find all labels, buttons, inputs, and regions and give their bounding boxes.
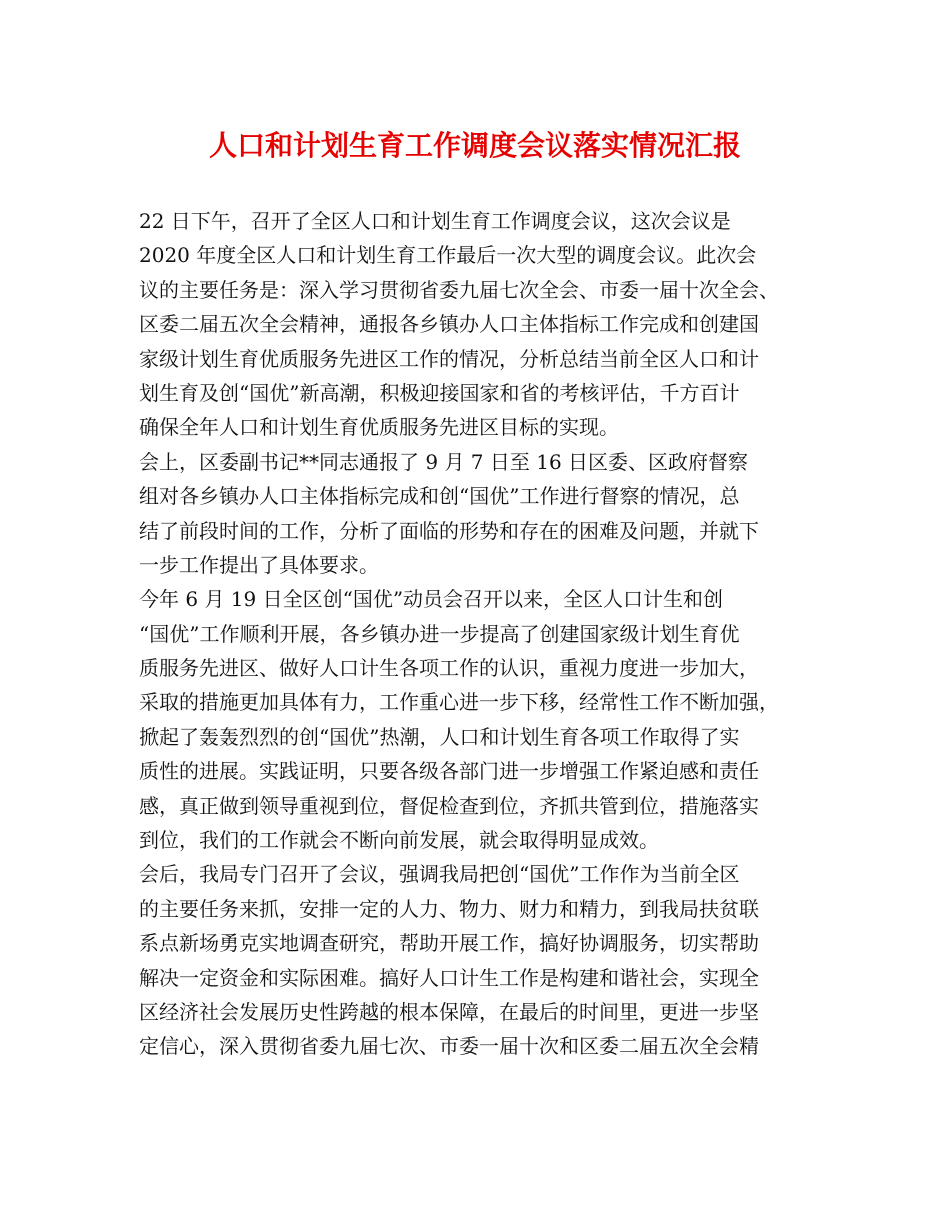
document-title: 人口和计划生育工作调度会议落实情况汇报 [208,129,741,162]
body-line: 确保全年人口和计划生育优质服务先进区目标的实现。 [139,415,619,440]
body-line: 家级计划生育优质服务先进区工作的情况，分析总结当前全区人口和计 [139,346,759,371]
body-line: 组对各乡镇办人口主体指标完成和创“国优”工作进行督察的情况，总 [139,484,740,509]
document-body [139,204,819,1064]
body-line: 感，真正做到领导重视到位，督促检查到位，齐抓共管到位，措施落实 [139,793,759,818]
body-line: 一步工作提出了具体要求。 [139,552,379,577]
body-line: 的主要任务来抓，安排一定的人力、物力、财力和精力，到我局扶贫联 [139,896,759,921]
body-line: 划生育及创“国优”新高潮，积极迎接国家和省的考核评估，千方百计 [139,380,740,405]
body-line: 区经济社会发展历史性跨越的根本保障，在最后的时间里，更进一步坚 [139,999,759,1024]
body-line: 议的主要任务是：深入学习贯彻省委九届七次全会、市委一届十次全会、 [139,277,779,302]
body-line: 质服务先进区、做好人口计生各项工作的认识，重视力度进一步加大， [139,656,759,681]
body-line: 到位，我们的工作就会不断向前发展，就会取得明显成效。 [139,828,659,853]
body-line: 结了前段时间的工作，分析了面临的形势和存在的困难及问题，并就下 [139,518,759,543]
body-line: 采取的措施更加具体有力，工作重心进一步下移，经常性工作不断加强， [139,690,779,715]
body-line: 定信心，深入贯彻省委九届七次、市委一届十次和区委二届五次全会精 [139,1034,759,1059]
body-line: 质性的进展。实践证明，只要各级各部门进一步增强工作紧迫感和责任 [139,759,759,784]
body-line: 2020 年度全区人口和计划生育工作最后一次大型的调度会议。此次会 [139,243,757,268]
body-line: “国优”工作顺利开展，各乡镇办进一步提高了创建国家级计划生育优 [139,621,740,646]
body-line: 解决一定资金和实际困难。搞好人口计生工作是构建和谐社会，实现全 [139,965,759,990]
body-line: 系点新场勇克实地调查研究，帮助开展工作，搞好协调服务，切实帮助 [139,931,759,956]
body-line: 会上，区委副书记**同志通报了 9 月 7 日至 16 日区委、区政府督察 [139,449,749,474]
body-line: 22 日下午，召开了全区人口和计划生育工作调度会议，这次会议是 [139,209,731,233]
body-line: 区委二届五次全会精神，通报各乡镇办人口主体指标工作完成和创建国 [139,312,759,337]
body-line: 会后，我局专门召开了会议，强调我局把创“国优”工作作为当前全区 [139,862,740,887]
body-line: 今年 6 月 19 日全区创“国优”动员会召开以来，全区人口计生和创 [139,587,724,612]
body-line: 掀起了轰轰烈烈的创“国优”热潮，人口和计划生育各项工作取得了实 [139,724,740,749]
